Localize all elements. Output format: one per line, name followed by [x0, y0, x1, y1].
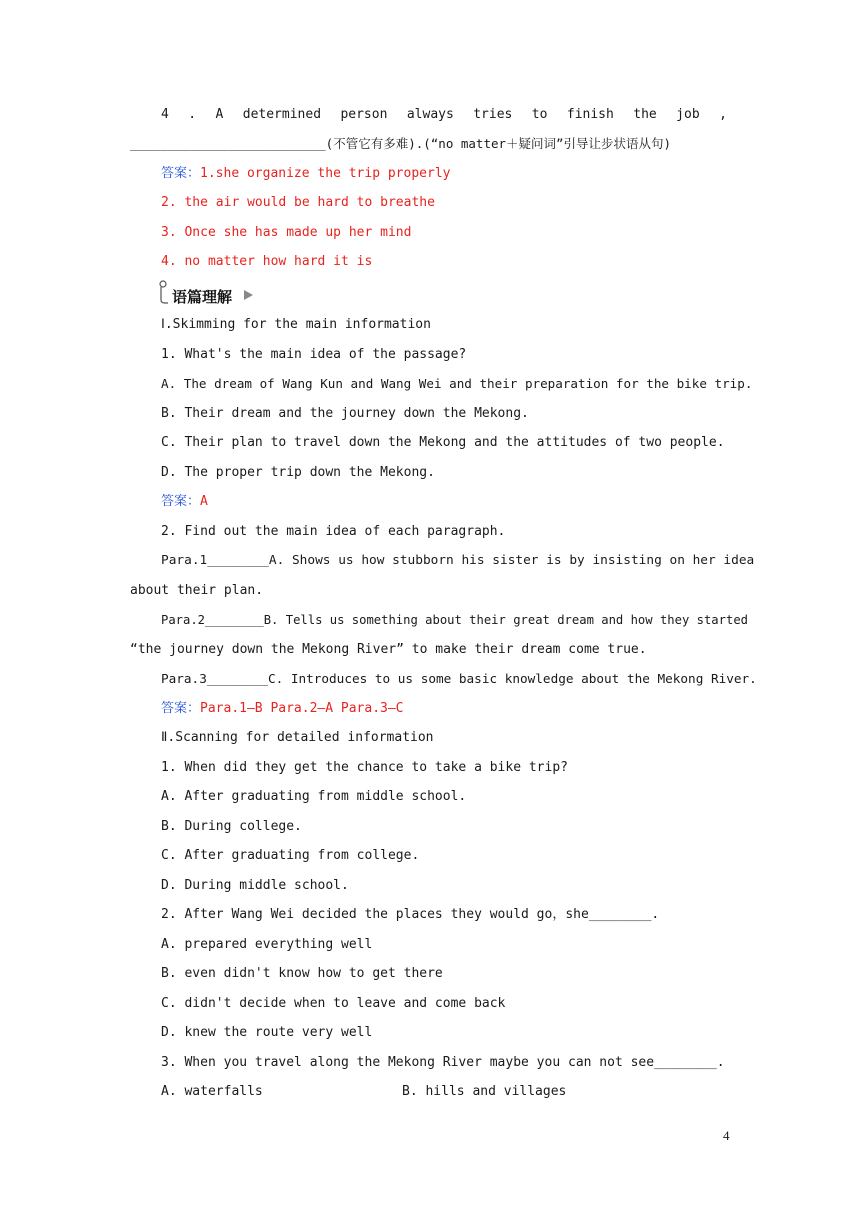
para3-line: Para.3________C. Introduces to us some basic knowledge about the Mekong River.	[161, 671, 757, 686]
para2-line-b: “the journey down the Mekong River” to make their dream come true.	[130, 642, 647, 657]
answer-label: 答案：	[161, 166, 201, 181]
section-title: 语篇理解	[172, 288, 233, 306]
para1-line-a: Para.1________A. Shows us how stubborn his sister is by insisting on her idea	[161, 553, 755, 568]
para2-line-a: Para.2________B. Tells us something about their great dream and how they started	[161, 613, 748, 627]
hook-icon	[158, 280, 168, 304]
q4-blank-line: __________________________(不管它有多难).(“no matter＋疑问词”引导让步状语从句)	[130, 136, 672, 151]
q4-word: job	[676, 107, 700, 122]
answer-line-2: 2. the air would be hard to breathe	[161, 195, 435, 210]
part2-question-3: 3. When you travel along the Mekong River maybe you can not see________.	[161, 1055, 725, 1070]
part2-question-1: 1. When did they get the chance to take a bike trip?	[161, 760, 568, 775]
answer-text: A	[200, 494, 208, 509]
answer-line-3: 3. Once she has made up her mind	[161, 225, 412, 240]
option-line: D. knew the route very well	[161, 1025, 373, 1040]
option-line: C. After graduating from college.	[161, 848, 420, 863]
para1-line-b: about their plan.	[130, 583, 264, 598]
part1-heading: Ⅰ.Skimming for the main information	[161, 317, 431, 332]
option-line: B. During college.	[161, 819, 302, 834]
option-line: A. The dream of Wang Kun and Wang Wei and their preparation for the bike trip.	[161, 376, 753, 391]
option-line: A. prepared everything well	[161, 937, 373, 952]
triangle-right-icon	[244, 290, 253, 300]
part2-heading: Ⅱ.Scanning for detailed information	[161, 730, 434, 745]
option-line: D. During middle school.	[161, 878, 349, 893]
answer-text: 1.she organize the trip properly	[200, 166, 451, 181]
q4-word: tries	[473, 107, 513, 122]
q4-word: A	[215, 107, 224, 122]
option-line: C. didn't decide when to leave and come back	[161, 996, 506, 1011]
q4-word: ,	[719, 107, 727, 122]
q4-word: 4	[161, 107, 169, 122]
option-line: B. Their dream and the journey down the Mekong.	[161, 406, 529, 421]
q4-word: finish	[566, 107, 614, 122]
answer-line-1	[161, 165, 450, 183]
answer-line-4: 4. no matter how hard it is	[161, 254, 373, 269]
section-heading	[158, 280, 278, 306]
q4-word: .	[188, 107, 197, 122]
answer-label: 答案：	[161, 494, 201, 509]
option-line: A. After graduating from middle school.	[161, 789, 467, 804]
part1-answer-1	[161, 493, 208, 511]
option-line: C. Their plan to travel down the Mekong and the attitudes of two people.	[161, 435, 725, 450]
part1-answer-2	[161, 700, 404, 718]
answer-label: 答案：	[161, 701, 201, 716]
answer-text: Para.1—B Para.2—A Para.3—C	[200, 701, 404, 716]
q4-word: the	[633, 107, 657, 122]
option-line: B. hills and villages	[402, 1084, 567, 1099]
q4-word: to	[531, 107, 548, 122]
part1-question-2: 2. Find out the main idea of each paragraph.	[161, 524, 506, 539]
page-number: 4	[723, 1128, 730, 1143]
q4-sentence	[161, 106, 727, 124]
q4-word: determined	[242, 107, 322, 122]
option-line: D. The proper trip down the Mekong.	[161, 465, 435, 480]
part2-question-2: 2. After Wang Wei decided the places they would go，she________.	[161, 907, 660, 922]
q4-word: always	[406, 107, 454, 122]
q4-word: person	[340, 107, 388, 122]
option-line: A. waterfalls	[161, 1084, 263, 1099]
option-line: B. even didn't know how to get there	[161, 966, 443, 981]
part1-question-1: 1. What's the main idea of the passage?	[161, 347, 467, 362]
